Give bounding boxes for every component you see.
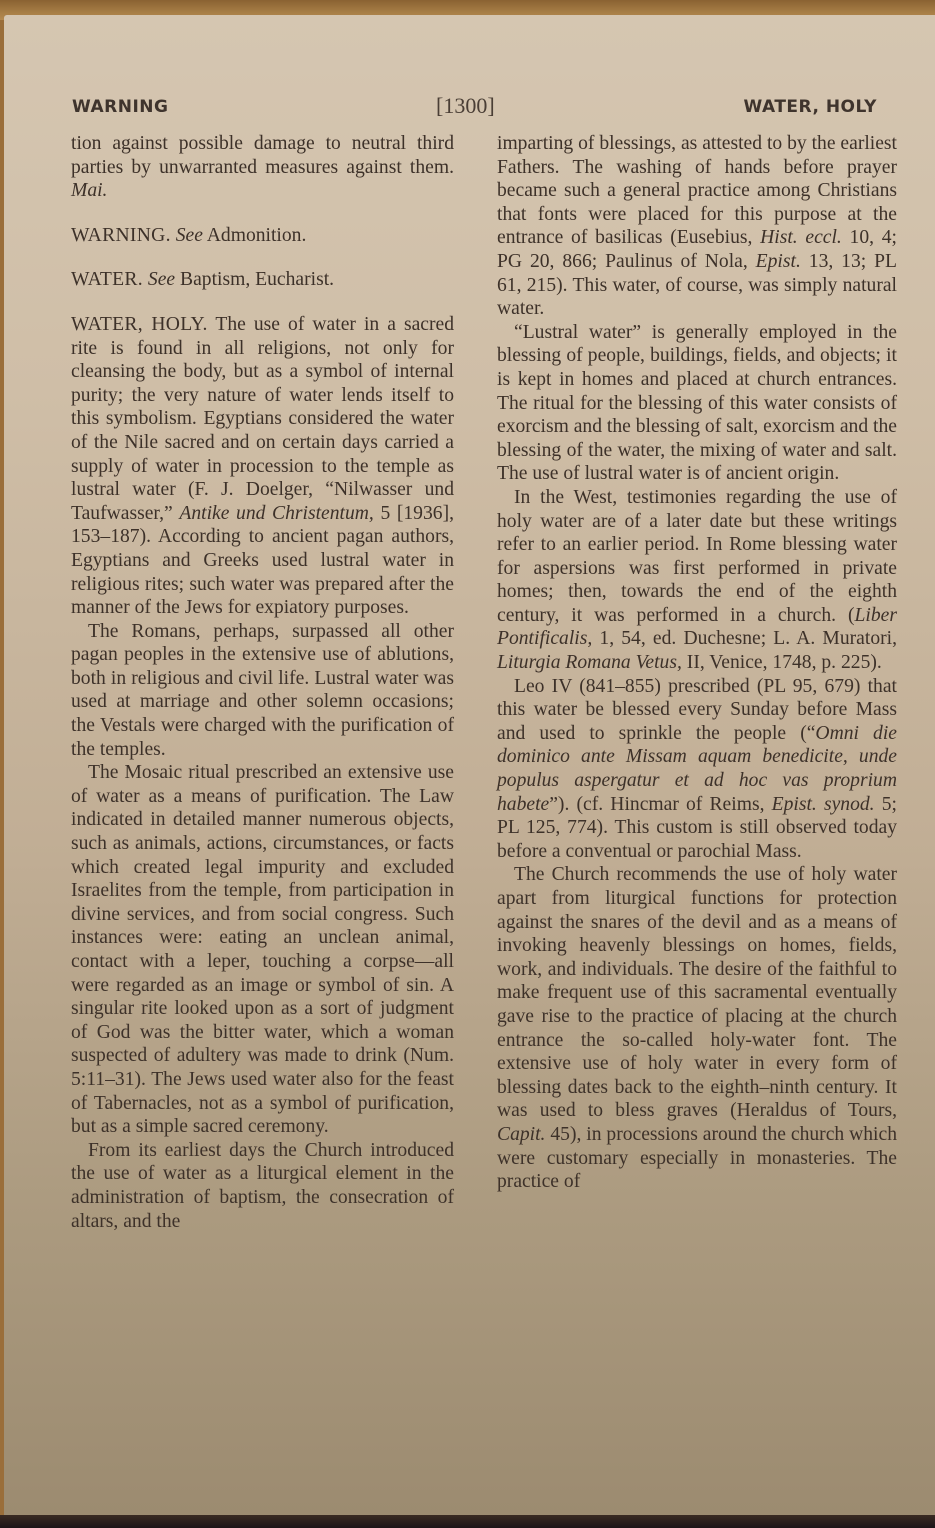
paragraph-west: In the West, testimonies regarding the use of holy water are of a later date but these writings refer to an earlier period. In Rome blessing water for aspersions was first performed in private homes; then, towards the end of the eighth century, it was performed in a church. (Liber Pontificalis, 1, 54, ed. Duchesne; L. A. Muratori, Liturgia Romana Vetus, II, Venice, 1748, p. 225). bbox=[497, 486, 897, 674]
entry-headword: WATER, HOLY. bbox=[71, 313, 208, 335]
paragraph-lustral: “Lustral water” is generally employed in the blessing of people, buildings, fields, and objects; it is kept in homes and placed at church entrances. The ritual for the blessing of this water consists of exorcism and the blessing of salt, exorcism and the blessing of the water, the mixing of water and salt. The use of lustral water is of ancient origin. bbox=[497, 321, 897, 485]
paragraph-romans: The Romans, perhaps, surpassed all other pagan peoples in the extensive use of ablutions, both in religious and civil life. Lustral water was used at marriage and other solemn occasions; the Vestals were charged with the purification of the temples. bbox=[71, 620, 454, 760]
entry-headword: WARNING. bbox=[71, 224, 171, 246]
running-head bbox=[0, 93, 935, 121]
cross-reference: Baptism, Eucharist. bbox=[180, 269, 335, 291]
entry-water: WATER. See Baptism, Eucharist. bbox=[71, 269, 335, 291]
running-head-left: WARNING bbox=[72, 97, 169, 117]
left-column bbox=[71, 132, 454, 1233]
paragraph-continuation: tion against possible damage to neutral third parties by unwarranted measures against them. Mai. bbox=[71, 133, 454, 202]
latin-quote: Omni die dominico ante Missam aquam benedicite, unde populus aspergatur et ad hoc vas proprium habete bbox=[497, 722, 897, 815]
entry-water-holy: WATER, HOLY. The use of water in a sacred rite is found in all religions, not only for cleansing the body, but as a symbol of internal purity; the very nature of water lends itself to this symbolism. Egyptians considered the water of the Nile sacred and on certain days carried a supply of water in procession to the temple as lustral water (F. J. Doelger, “Nilwasser und Taufwasser,” Antike und Christentum, 5 [1936], 153–187). According to ancient pagan authors, Egyptians and Greeks used lustral water in religious rites; such water was prepared after the manner of the Jews for expiatory purposes. bbox=[71, 313, 455, 619]
paragraph-leo: Leo IV (841–855) prescribed (PL 95, 679) that this water be blessed every Sunday before Mass and used to sprinkle the people (“Omni die dominico ante Missam aquam benedicite, unde populus aspergatur et ad hoc vas proprium habete”). (cf. Hincmar of Reims, Epist. synod. 5; PL 125, 774). This custom is still observed today before a conventual or parochial Mass. bbox=[497, 675, 897, 862]
paragraph-mosaic: The Mosaic ritual prescribed an extensive use of water as a means of purification. The Law indicated in detailed manner numerous objects, such as animals, actions, circumstances, or facts which created legal impurity and excluded Israelites from the temple, from participation in divine services, and from social congress. Such instances were: eating an unclean animal, contact with a leper, touching a corpse—all were regarded as an image or symbol of sin. A singular rite looked upon as a sort of judgment of God was the bitter water, which a woman suspected of adultery was made to drink (Num. 5:11–31). The Jews used water also for the feast of Tabernacles, not as a symbol of purification, but as a simple sacred ceremony. bbox=[71, 762, 454, 1138]
page-number: [1300] bbox=[436, 93, 495, 118]
paragraph-blessings: imparting of blessings, as attested to by the earliest Fathers. The washing of hands before prayer became such a general practice among Christians that fonts were placed for this purpose at the entrance of basilicas (Eusebius, Hist. eccl. 10, 4; PG 20, 866; Paulinus of Nola, Epist. 13, 13; PL 61, 215). This water, of course, was simply natural water. bbox=[497, 133, 898, 320]
author-initials: Mai. bbox=[71, 180, 108, 202]
table-surface-bottom bbox=[0, 1515, 935, 1528]
paragraph-recommends: The Church recommends the use of holy water apart from liturgical functions for protection against the snares of the devil and as a means of invoking heavenly blessings on homes, fields, work, and individuals. The desire of the faithful to make frequent use of this sacramental eventually gave rise to the practice of placing at the church entrance the so-called holy-water font. The extensive use of holy water in every form of blessing dates back to the eighth–ninth century. It was used to bless graves (Heraldus of Tours, Capit. 45), in processions around the church which were customary especially in monasteries. The practice of bbox=[497, 864, 897, 1193]
entry-warning: WARNING. See Admonition. bbox=[71, 224, 307, 246]
running-head-right: WATER, HOLY bbox=[743, 97, 877, 117]
right-column bbox=[497, 132, 897, 1194]
paragraph-church: From its earliest days the Church introduced the use of water as a liturgical element in the administration of baptism, the consecration of altars, and the bbox=[71, 1139, 454, 1232]
cross-reference: Admonition. bbox=[206, 224, 307, 246]
entry-headword: WATER. bbox=[71, 269, 144, 291]
